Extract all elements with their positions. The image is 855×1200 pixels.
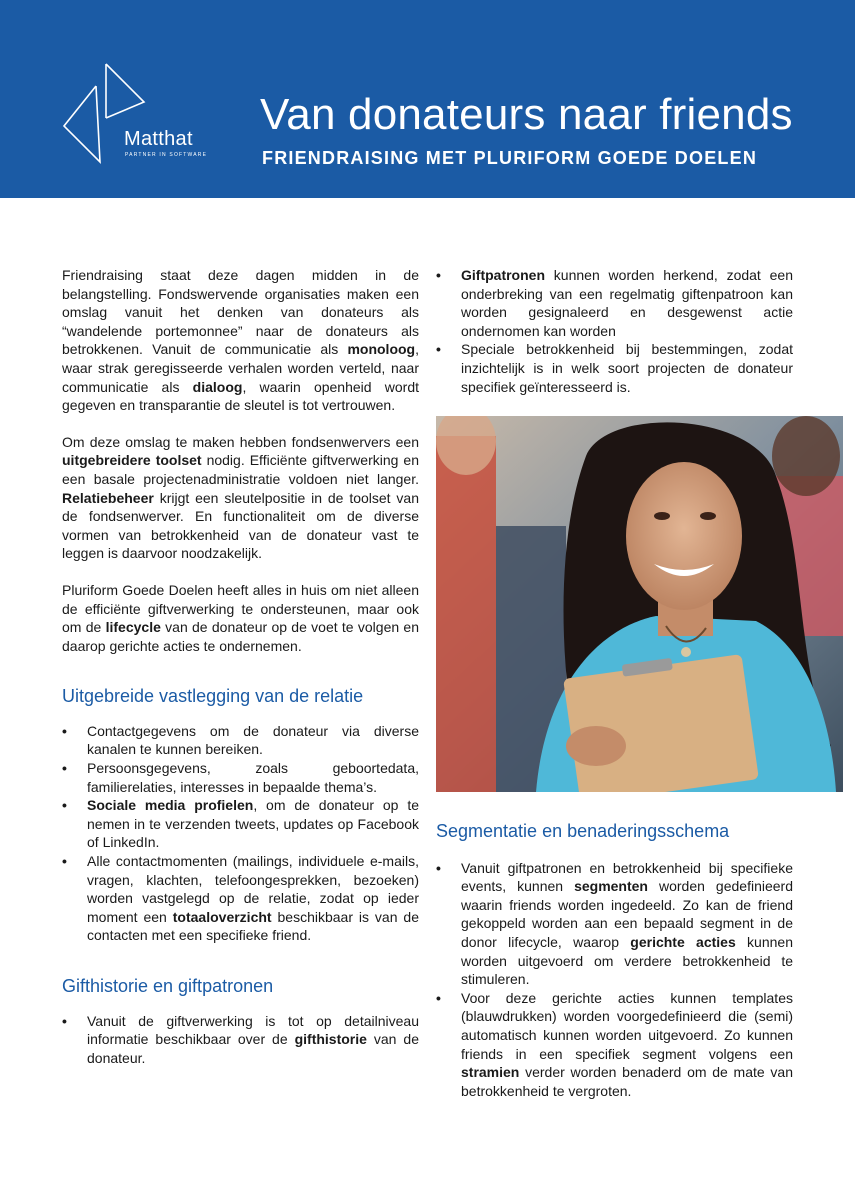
- gift-list: [62, 1012, 419, 1068]
- text-run: Voor deze gerichte acties kunnen templates (blauwdrukken) worden voorgedefinieerd die (semi) automatisch kunnen worden uitgevoerd. Zo kunnen friends in een specifiek segment volgens een: [461, 989, 793, 1062]
- bold-term: segmenten: [574, 878, 648, 895]
- section-heading-segment: Segmentatie en benaderingsschema: [436, 821, 730, 841]
- text-run: kunnen worden herkend, zodat een onderbreking van een regelmatig giftenpatroon kan worden gesignaleerd en desgewenst actie ondernomen kan worden: [461, 267, 793, 339]
- text-run: , waar strak geregisseerde verhalen worden verteld, naar communicatie als: [62, 341, 419, 395]
- section-heading-relatie: Uitgebreide vastlegging van de relatie: [62, 686, 364, 707]
- text-run: Vanuit giftpatronen en betrokkenheid bij specifieke events, kunnen: [461, 859, 793, 895]
- text-run: kunnen worden uitgevoerd om verdere betrokkenheid te stimuleren.: [461, 933, 793, 988]
- segment-list: [436, 859, 793, 1101]
- list-item: [62, 722, 419, 759]
- bold-term: lifecycle: [105, 619, 161, 636]
- text-run: Contactgegevens om de donateur via diverse kanalen te kunnen bereiken.: [87, 722, 419, 758]
- text-run: beschikbaar is van de contacten met een specifieke friend.: [87, 908, 419, 944]
- header-banner: [0, 0, 855, 198]
- bold-term: Sociale media profielen: [87, 797, 254, 814]
- list-item: [436, 989, 793, 1101]
- text-run: , om de donateur op te nemen in te verzenden tweets, updates op Facebook of LinkedIn.: [87, 797, 419, 851]
- right-column: [436, 266, 793, 396]
- list-item: [62, 796, 419, 852]
- text-run: krijgt een sleutelpositie in de toolset van de fondsenwerver. En functionaliteit om de diverse vormen van betrokkenheid van de donateur vast te leggen is daarvoor noodzakelijk.: [62, 489, 419, 562]
- page-subtitle: FRIENDRAISING MET PLURIFORM GOEDE DOELEN: [262, 148, 758, 168]
- relatie-list: [62, 722, 419, 945]
- section-heading-gift: Gifthistorie en giftpatronen: [62, 976, 274, 996]
- list-item: [62, 1012, 419, 1068]
- text-run: Speciale betrokkenheid bij bestemmingen, zodat inzichtelijk is in welk soort projecten de donateur specifiek geïnteresseerd is.: [461, 341, 793, 395]
- intro-paragraph-1: [62, 266, 419, 415]
- intro-paragraph-2: [62, 433, 419, 563]
- text-run: Persoonsgegevens, zoals geboortedata, familierelaties, interesses in bepaalde thema’s.: [87, 760, 419, 795]
- bold-term: totaaloverzicht: [172, 908, 272, 925]
- left-column: [62, 266, 419, 1067]
- text-run: worden gedefinieerd waarin friends worden ingedeeld. Zo kan de friend gekoppeld worden aan een bepaald segment in de donor lifecycle, waarop: [461, 878, 793, 950]
- list-item: [436, 266, 793, 340]
- list-item: [62, 759, 419, 796]
- list-item: [436, 859, 793, 989]
- bold-term: Giftpatronen: [461, 267, 545, 283]
- text-run: Pluriform Goede Doelen heeft alles in huis om niet alleen de efficiënte giftverwerking te ondersteunen, maar ook om de: [62, 581, 419, 636]
- bold-term: gerichte acties: [630, 933, 736, 950]
- text-run: Alle contactmomenten (mailings, individuele e-mails, vragen, klachten, telefoongesprekken, bezoeken) worden vastgelegd op de relatie, zodat op ieder moment een: [87, 853, 419, 925]
- bold-term: uitgebreidere toolset: [62, 452, 202, 469]
- list-item: [62, 852, 419, 945]
- text-run: , waarin openheid wordt gegeven en transparantie de sleutel is tot vertrouwen.: [62, 378, 419, 414]
- text-run: van de donateur op de voet te volgen en daarop gerichte acties te ondernemen.: [62, 619, 419, 654]
- intro-paragraph-3: [62, 581, 419, 655]
- hero-photo: [436, 416, 843, 792]
- giftpatronen-list: [436, 266, 793, 396]
- page-title: Van donateurs naar friends: [260, 90, 793, 139]
- text-run: Friendraising staat deze dagen midden in de belangstelling. Fondswervende organisaties maken een omslag vanuit het denken van donateurs als “wandelende portemonnee” naar de donateurs als betrokkenen. Vanuit de communicatie als: [62, 267, 419, 358]
- logo-wordmark: Matthat: [124, 128, 193, 150]
- text-run: verder worden benaderd om de mate van betrokkenheid te vergroten.: [461, 1064, 793, 1099]
- text-run: nodig. Efficiënte giftverwerking en een basale projectenadministratie voldoen niet langer.: [62, 452, 419, 487]
- bold-term: monoloog: [347, 341, 416, 358]
- bold-term: dialoog: [192, 378, 243, 395]
- text-run: Om deze omslag te maken hebben fondsenwervers een: [62, 433, 419, 450]
- bold-term: stramien: [461, 1064, 520, 1081]
- bold-term: Relatiebeheer: [62, 489, 154, 506]
- woman-with-clipboard-image: [436, 416, 843, 792]
- logo-tagline: PARTNER IN SOFTWARE: [125, 152, 208, 158]
- bold-term: gifthistorie: [294, 1031, 367, 1048]
- list-item: [436, 340, 793, 396]
- segment-section: [436, 822, 793, 1100]
- text-run: van de donateur.: [87, 1031, 419, 1066]
- text-run: Vanuit de giftverwerking is tot op detailniveau informatie beschikbaar over de: [87, 1012, 419, 1048]
